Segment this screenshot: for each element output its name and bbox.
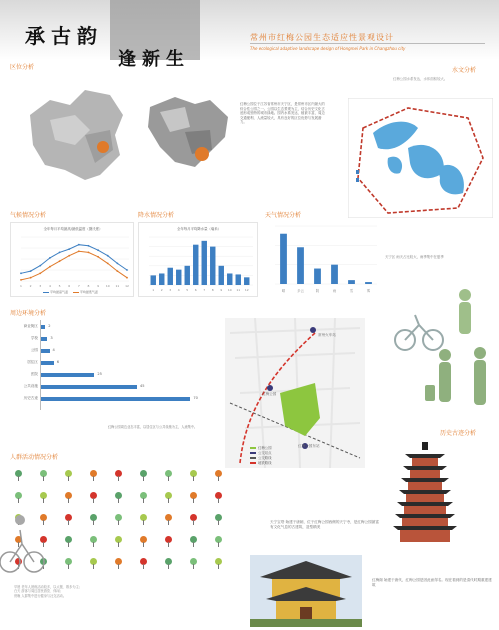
map-legend-item: 公交路线: [250, 455, 310, 460]
activity-marker: [164, 558, 173, 570]
rain-x-tick: 7: [203, 288, 206, 292]
station-label: 常州火车站: [318, 333, 336, 337]
temp-point: [126, 269, 128, 271]
tower-note: 天宁宝塔 始建于唐朝，位于红梅公园西侧的天宁寺，是红梅公园最富有文化气息的古建筑，造型精美: [270, 520, 379, 529]
section-surroundings: 周边环境分析: [10, 310, 47, 317]
surroundings-value-label: 45: [140, 384, 145, 388]
temp-point: [39, 265, 41, 267]
weather-bar: [314, 269, 321, 284]
weather-bar: [297, 247, 304, 284]
people-silhouettes: [385, 285, 495, 420]
surroundings-category-label: 居住区: [27, 360, 38, 364]
pagoda-image: [390, 442, 460, 544]
park-label: 红梅公园: [262, 392, 277, 396]
surroundings-value-label: 4: [52, 348, 55, 352]
weather-bar: [348, 280, 355, 284]
weather-bar: [331, 265, 338, 284]
section-weather: 天气情况分析: [265, 212, 302, 219]
activity-marker: [64, 536, 73, 548]
section-crowd: 人群活动情况分析: [10, 454, 59, 461]
activity-marker: [89, 558, 98, 570]
activity-marker: [164, 470, 173, 482]
temp-point: [20, 279, 22, 281]
rain-x-tick: 5: [186, 288, 189, 292]
water-note: 红梅公园水系发达，水体面积较大。: [393, 77, 448, 81]
weather-x-tick: 雨: [332, 289, 337, 293]
rain-x-tick: 1: [152, 288, 155, 292]
activity-marker: [64, 492, 73, 504]
activity-marker: [164, 536, 173, 548]
surroundings-value-label: 2: [48, 324, 51, 328]
surroundings-bar: [41, 385, 137, 389]
activity-marker: [64, 514, 73, 526]
activity-marker: [64, 558, 73, 570]
activity-marker: [214, 492, 223, 504]
temp-x-tick: 5: [58, 284, 61, 288]
temp-point: [78, 250, 80, 252]
temp-x-tick: 6: [68, 284, 71, 288]
rainfall-chart: [138, 222, 258, 297]
weather-bar: [280, 234, 287, 284]
surroundings-bar: [41, 337, 47, 341]
temp-point: [107, 263, 109, 265]
surroundings-bar: [41, 325, 45, 329]
section-rainfall: 降水情况分析: [138, 212, 175, 219]
temp-x-tick: 11: [115, 284, 120, 288]
temp-point: [49, 257, 51, 259]
temp-point: [49, 266, 51, 268]
temp-x-tick: 2: [29, 284, 32, 288]
temp-x-tick: 10: [105, 284, 110, 288]
activity-marker: [189, 514, 198, 526]
activity-marker: [14, 470, 23, 482]
rain-x-tick: 2: [160, 288, 163, 292]
map-legend: [250, 445, 310, 465]
surroundings-category-label: 医院: [30, 372, 38, 376]
surroundings-value-label: 6: [56, 360, 60, 364]
weather-chart: [265, 222, 380, 297]
temp-x-tick: 12: [125, 284, 129, 288]
rain-bar: [210, 247, 215, 285]
slogan-left: 承古韵: [25, 24, 103, 48]
temp-point: [30, 270, 32, 272]
temp-point: [59, 260, 61, 262]
activity-marker: [114, 536, 123, 548]
rain-bar: [236, 274, 241, 285]
china-map: [15, 75, 130, 190]
temp-point: [116, 270, 118, 272]
weather-x-tick: 雪: [349, 289, 354, 293]
temp-point: [59, 252, 61, 254]
activity-marker: [139, 514, 148, 526]
activity-marker: [114, 514, 123, 526]
temp-point: [88, 245, 90, 247]
temp-point: [78, 244, 80, 246]
temp-point: [126, 277, 128, 279]
surroundings-category-label: 历史古迹: [23, 396, 38, 400]
temp-series-line: [21, 251, 127, 280]
temperature-chart-title: 全年每月平均最高/最低温度（摄氏度）: [43, 227, 103, 231]
section-temperature: 气候情况分析: [10, 212, 47, 219]
rain-bar: [176, 270, 181, 285]
activity-marker: [189, 558, 198, 570]
activity-marker: [89, 514, 98, 526]
activity-marker: [214, 470, 223, 482]
surroundings-category-label: 商业街区: [23, 324, 38, 328]
rain-x-tick: 9: [220, 288, 223, 292]
activity-marker: [139, 470, 148, 482]
rain-x-tick: 11: [236, 288, 241, 292]
cyclist-silhouette: [0, 500, 45, 580]
temp-point: [39, 272, 41, 274]
jiangsu-map: [140, 92, 235, 172]
section-water: 水文分析: [452, 67, 477, 74]
activity-marker: [64, 470, 73, 482]
activity-marker: [164, 492, 173, 504]
weather-bar: [365, 282, 372, 284]
rainfall-chart-title: 全年每月平均降水量（毫米）: [176, 227, 222, 231]
activity-marker: [214, 514, 223, 526]
weather-x-tick: 多云: [297, 289, 304, 293]
surroundings-category-label: 公园: [30, 348, 38, 352]
map-legend-item: 地铁路线: [250, 460, 310, 465]
activity-marker: [139, 536, 148, 548]
surroundings-bar: [41, 397, 190, 401]
rain-x-tick: 10: [227, 288, 232, 292]
temp-point: [116, 263, 118, 265]
map-legend-item: 公交站点: [250, 450, 310, 455]
rain-bar: [185, 266, 190, 285]
surroundings-bar: [41, 349, 50, 353]
surroundings-value-label: 70: [193, 396, 198, 400]
temperature-chart: [10, 222, 134, 297]
page-title: 常州市红梅公园生态适应性景观设计: [250, 33, 394, 42]
history-note: 红梅阁 始建于唐代，红梅公园是因此而得名。现在看到的是清代时期重建建筑: [372, 578, 492, 587]
activity-marker: [114, 558, 123, 570]
rain-bar: [168, 268, 173, 285]
surroundings-category-label: 学校: [30, 336, 38, 340]
temp-x-tick: 3: [39, 284, 42, 288]
surroundings-category-label: 公共设施: [23, 384, 38, 388]
weather-x-tick: 雾: [366, 289, 371, 293]
temp-point: [68, 255, 70, 257]
rain-x-tick: 8: [211, 288, 214, 292]
temp-point: [20, 272, 22, 274]
activity-marker: [139, 492, 148, 504]
map-legend-item: 红梅公园: [250, 445, 310, 450]
rain-x-tick: 3: [169, 288, 172, 292]
rain-bar: [219, 266, 224, 285]
temp-point: [30, 277, 32, 279]
activity-marker: [89, 470, 98, 482]
section-location: 区位分析: [10, 64, 35, 71]
stop-label: 红梅公园东站: [298, 444, 320, 448]
temp-x-tick: 7: [77, 284, 80, 288]
temp-point: [88, 252, 90, 254]
activity-marker: [89, 536, 98, 548]
surroundings-bar: [41, 373, 94, 377]
rain-bar: [151, 275, 156, 285]
surroundings-bar: [41, 361, 54, 365]
temp-point: [107, 255, 109, 257]
rain-x-tick: 4: [177, 288, 180, 292]
rain-bar: [193, 245, 198, 285]
rain-bar: [244, 277, 249, 285]
activity-marker: [164, 514, 173, 526]
weather-x-tick: 晴: [281, 289, 286, 293]
weather-x-tick: 阴: [315, 289, 320, 293]
activity-marker: [214, 536, 223, 548]
crowd-note: 早晨 老年人晨练活动较多，以太极、散步为主； 白天 游客与周边居民游览、休闲； 傍晚 人群集中进行健身与社交活动。: [14, 585, 82, 598]
activity-marker: [114, 492, 123, 504]
pavilion-image: [250, 555, 362, 627]
surroundings-value-label: 25: [97, 372, 102, 376]
rain-bar: [227, 273, 232, 285]
location-text: 红梅公园位于江苏省常州市天宁区，是常州市区内最大的综合性公园之一。公园以生态景观为主，结合历史文化古迹形成独特的城市绿地。园内水系发达，植被丰富，周边交通便利，人流量较大，具有良好的区位优势与发展潜力。: [240, 102, 325, 125]
activity-marker: [214, 558, 223, 570]
legend-low: 平均最低气温: [79, 290, 98, 294]
rain-x-tick: 12: [244, 288, 249, 292]
slogan-right: 逢新生: [118, 49, 190, 70]
surroundings-chart: [20, 320, 205, 410]
surroundings-note: 红梅公园周边业态丰富，以居住区与公共设施为主，人流集中。: [108, 425, 198, 429]
rain-bar: [202, 241, 207, 285]
temp-x-tick: 8: [87, 284, 90, 288]
crowd-activity-grid: [14, 470, 239, 580]
water-map: [348, 98, 493, 218]
title-rule: [250, 43, 485, 44]
temp-x-tick: 9: [97, 284, 100, 288]
activity-marker: [39, 470, 48, 482]
temp-point: [97, 256, 99, 258]
page-subtitle: The ecological adaptive landscape design of Hongmei Park in Changzhou city: [250, 46, 406, 51]
activity-marker: [89, 492, 98, 504]
activity-marker: [189, 492, 198, 504]
surroundings-value-label: 3: [50, 336, 53, 340]
weather-note: 天宁区 雨天占比较大，雨季集中在夏季: [385, 255, 444, 259]
temp-point: [68, 248, 70, 250]
temp-x-tick: 4: [48, 284, 51, 288]
activity-marker: [189, 470, 198, 482]
legend-high: 平均最高气温: [49, 290, 68, 294]
section-history: 历史古迹分析: [440, 430, 477, 437]
rain-bar: [159, 273, 164, 285]
activity-marker: [139, 558, 148, 570]
temp-point: [97, 249, 99, 251]
activity-marker: [114, 470, 123, 482]
activity-marker: [189, 536, 198, 548]
temp-x-tick: 1: [20, 284, 22, 288]
rain-x-tick: 6: [194, 288, 197, 292]
